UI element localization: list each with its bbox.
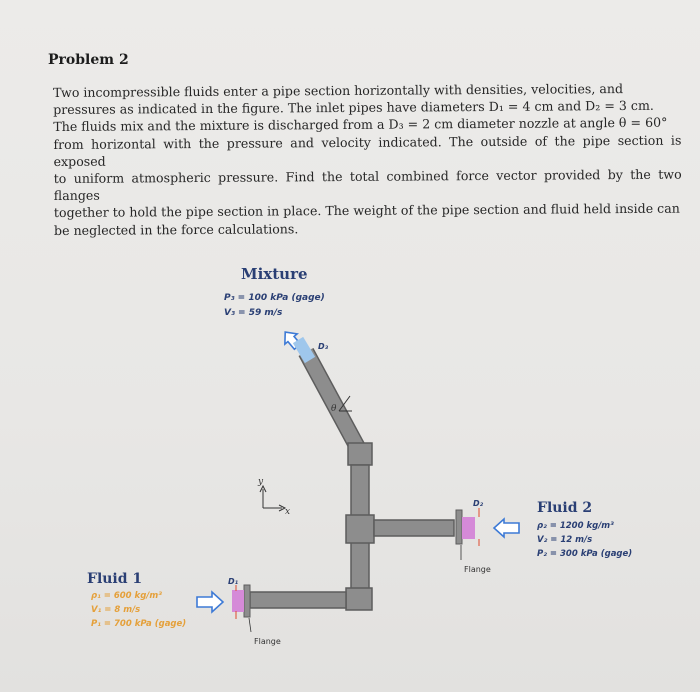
right-flange	[456, 510, 462, 544]
axis-x-label: x	[285, 507, 291, 517]
bottom-pipe	[250, 592, 346, 608]
fluid2-pressure: P₂ = 300 kPa (gage)	[537, 549, 633, 559]
fluid2-density: ρ₂ = 1200 kg/m³	[537, 521, 614, 531]
right-branch-pipe	[374, 520, 454, 536]
statement-line: together to hold the pipe section in place. The weight of the pipe section and fluid held inside can	[53, 201, 680, 221]
fluid1-inlet	[232, 590, 244, 612]
lower-elbow	[346, 588, 372, 610]
mixture-velocity: V₃ = 59 m/s	[224, 308, 283, 318]
flange-right-label: Flange	[464, 565, 491, 574]
fluid2-velocity: V₂ = 12 m/s	[537, 535, 593, 545]
upper-elbow	[348, 443, 372, 465]
mixture-heading: Mixture	[241, 265, 308, 283]
fluid1-pressure: P₁ = 700 kPa (gage)	[91, 619, 187, 629]
angled-pipe	[298, 340, 360, 452]
statement-line: The fluids mix and the mixture is discharged from a D₃ = 2 cm diameter nozzle at angle θ = 60°	[53, 115, 668, 135]
fluid1-flow-arrow	[197, 592, 223, 612]
theta-label: θ	[331, 404, 337, 414]
left-flange	[244, 585, 250, 617]
tee-joint	[346, 515, 374, 543]
coordinate-axes	[257, 477, 290, 517]
problem-statement	[53, 80, 682, 239]
fluid2-inlet	[462, 517, 475, 539]
d1-label: D₁	[228, 577, 239, 586]
statement-line: pressures as indicated in the figure. The inlet pipes have diameters D₁ = 4 cm and D₂ = 3 cm.	[53, 98, 654, 118]
fluid2-heading: Fluid 2	[537, 500, 593, 516]
d2-label: D₂	[473, 499, 484, 508]
d3-label: D₃	[318, 342, 329, 351]
fluid1-heading: Fluid 1	[87, 571, 143, 587]
statement-line: Two incompressible fluids enter a pipe section horizontally with densities, velocities, and	[53, 81, 624, 100]
fluid2-flow-arrow	[494, 519, 519, 537]
pipe-diagram	[0, 240, 700, 692]
statement-line: from horizontal with the pressure and velocity indicated. The outside of the pipe section is exposed	[53, 132, 682, 169]
fluid1-density: ρ₁ = 600 kg/m³	[91, 591, 162, 601]
mixture-pressure: P₃ = 100 kPa (gage)	[224, 293, 325, 303]
statement-line: be neglected in the force calculations.	[53, 220, 299, 238]
problem-title: Problem 2	[48, 52, 129, 68]
axis-y-label: y	[258, 477, 264, 487]
fluid1-velocity: V₁ = 8 m/s	[91, 605, 141, 615]
flange-left-label: Flange	[254, 637, 281, 646]
statement-line: to uniform atmospheric pressure. Find the total combined force vector provided by the two flanges	[53, 166, 682, 204]
